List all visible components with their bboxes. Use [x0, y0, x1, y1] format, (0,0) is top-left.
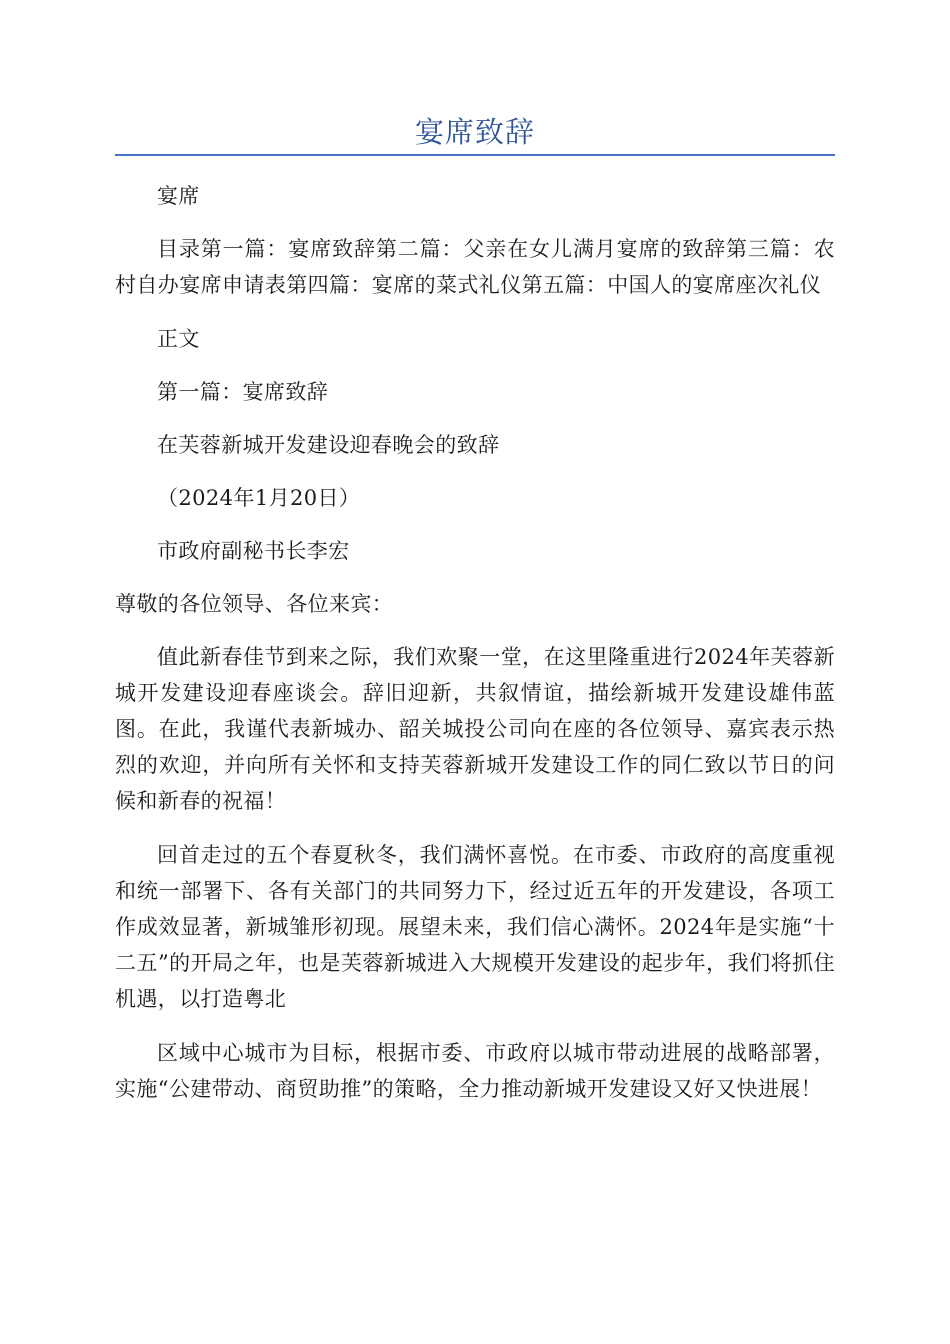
paragraph-speech-date: （2024年1月20日）: [157, 486, 361, 510]
document-body: [115, 178, 835, 1125]
paragraph-speech-title: 在芙蓉新城开发建设迎春晚会的致辞: [157, 433, 500, 457]
paragraph-table-of-contents: 目录第一篇：宴席致辞第二篇：父亲在女儿满月宴席的致辞第三篇：农村自办宴席申请表第四篇：宴席的菜式礼仪第五篇：中国人的宴席座次礼仪: [115, 237, 835, 297]
title-underline: [115, 154, 835, 156]
paragraph-body-2: 回首走过的五个春夏秋冬，我们满怀喜悦。在市委、市政府的高度重视和统一部署下、各有关部门的共同努力下，经过近五年的开发建设，各项工作成效显著，新城雏形初现。展望未来，我们信心满怀。2024年是实施“十二五”的开局之年，也是芙蓉新城进入大规模开发建设的起步年，我们将抓住机遇，以打造粤北: [115, 843, 835, 1011]
paragraph-body-3: 区域中心城市为目标，根据市委、市政府以城市带动进展的战略部署，实施“公建带动、商贸助推”的策略，全力推动新城开发建设又好又快进展！: [115, 1041, 835, 1101]
paragraph-main-text-label: 正文: [157, 327, 200, 351]
paragraph-speaker: 市政府副秘书长李宏: [157, 539, 350, 563]
paragraph-chapter-one: 第一篇：宴席致辞: [157, 380, 329, 404]
paragraph-body-1: 值此新春佳节到来之际，我们欢聚一堂，在这里隆重进行2024年芙蓉新城开发建设迎春座谈会。辞旧迎新，共叙情谊，描绘新城开发建设雄伟蓝图。在此，我谨代表新城办、韶关城投公司向在座的各位领导、嘉宾表示热烈的欢迎，并向所有关怀和支持芙蓉新城开发建设工作的同仁致以节日的问候和新春的祝福！: [115, 645, 835, 813]
paragraph-heading-banquet: 宴席: [157, 184, 200, 208]
paragraph-salutation: 尊敬的各位领导、各位来宾：: [115, 592, 394, 616]
document-title: 宴席致辞: [414, 115, 535, 149]
